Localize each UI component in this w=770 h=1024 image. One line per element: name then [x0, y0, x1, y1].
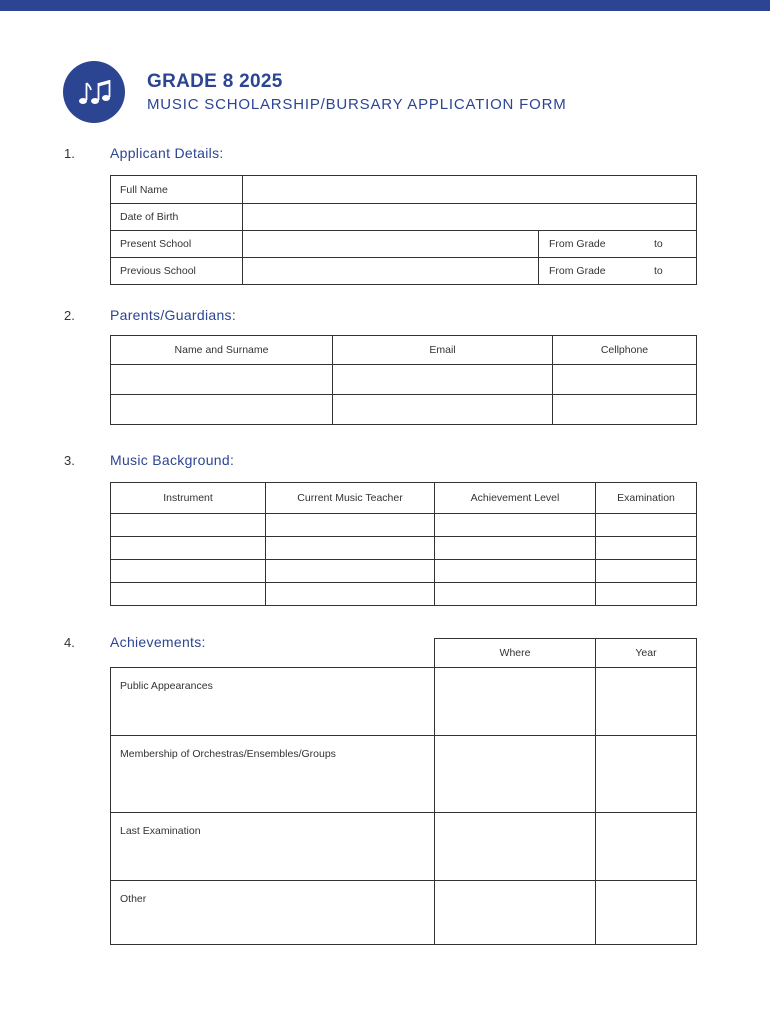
instrument-field[interactable] — [111, 514, 266, 537]
dob-field[interactable] — [243, 204, 697, 231]
previous-grade-range[interactable] — [539, 258, 697, 285]
music-notes-icon — [76, 77, 112, 107]
form-subtitle: MUSIC SCHOLARSHIP/BURSARY APPLICATION FORM — [147, 96, 567, 113]
present-school-label: Present School — [111, 231, 243, 258]
col-header-where: Where — [435, 639, 596, 668]
where-field[interactable] — [435, 813, 596, 881]
achievement-label-membership: Membership of Orchestras/Ensembles/Groups — [111, 736, 435, 813]
dob-label: Date of Birth — [111, 204, 243, 231]
where-field[interactable] — [435, 881, 596, 945]
achievement-label-public: Public Appearances — [111, 668, 435, 736]
previous-school-label: Previous School — [111, 258, 243, 285]
top-accent-bar — [0, 0, 770, 11]
section-title-applicant: Applicant Details: — [110, 145, 224, 161]
applicant-details-table — [110, 175, 697, 285]
parent-name-field[interactable] — [111, 395, 333, 425]
examination-field[interactable] — [596, 537, 697, 560]
section-number-2: 2. — [64, 308, 75, 323]
parent-name-field[interactable] — [111, 365, 333, 395]
table-row — [111, 395, 697, 425]
table-row — [111, 560, 697, 583]
to-label: to — [654, 265, 663, 277]
table-row — [111, 365, 697, 395]
to-label: to — [654, 238, 663, 250]
parent-email-field[interactable] — [333, 395, 553, 425]
full-name-field[interactable] — [243, 176, 697, 204]
section-title-music: Music Background: — [110, 452, 235, 468]
table-row — [111, 583, 697, 606]
where-field[interactable] — [435, 668, 596, 736]
year-field[interactable] — [596, 881, 697, 945]
year-field[interactable] — [596, 668, 697, 736]
instrument-field[interactable] — [111, 583, 266, 606]
section-title-parents: Parents/Guardians: — [110, 307, 237, 323]
col-header-instrument: Instrument — [111, 483, 266, 514]
table-row — [111, 668, 697, 736]
teacher-field[interactable] — [266, 560, 435, 583]
section-number-4: 4. — [64, 635, 75, 650]
teacher-field[interactable] — [266, 514, 435, 537]
examination-field[interactable] — [596, 583, 697, 606]
level-field[interactable] — [435, 560, 596, 583]
examination-field[interactable] — [596, 514, 697, 537]
table-row — [111, 881, 697, 945]
parent-cellphone-field[interactable] — [553, 395, 697, 425]
col-header-level: Achievement Level — [435, 483, 596, 514]
full-name-label: Full Name — [111, 176, 243, 204]
level-field[interactable] — [435, 583, 596, 606]
teacher-field[interactable] — [266, 537, 435, 560]
logo — [63, 61, 125, 123]
teacher-field[interactable] — [266, 583, 435, 606]
achievements-table — [110, 638, 697, 945]
present-grade-range[interactable] — [539, 231, 697, 258]
from-grade-label: From Grade — [549, 265, 606, 277]
section-title-achievements: Achievements: — [110, 634, 206, 650]
col-header-email: Email — [333, 336, 553, 365]
section-number-3: 3. — [64, 453, 75, 468]
parent-cellphone-field[interactable] — [553, 365, 697, 395]
table-row — [111, 813, 697, 881]
instrument-field[interactable] — [111, 537, 266, 560]
col-header-cellphone: Cellphone — [553, 336, 697, 365]
level-field[interactable] — [435, 537, 596, 560]
present-school-field[interactable] — [243, 231, 539, 258]
parent-email-field[interactable] — [333, 365, 553, 395]
year-field[interactable] — [596, 813, 697, 881]
col-header-examination: Examination — [596, 483, 697, 514]
table-row — [111, 537, 697, 560]
achievement-label-last-exam: Last Examination — [111, 813, 435, 881]
col-header-teacher: Current Music Teacher — [266, 483, 435, 514]
col-header-name: Name and Surname — [111, 336, 333, 365]
music-background-table — [110, 482, 697, 606]
form-title: GRADE 8 2025 — [147, 71, 283, 92]
from-grade-label: From Grade — [549, 238, 606, 250]
year-field[interactable] — [596, 736, 697, 813]
previous-school-field[interactable] — [243, 258, 539, 285]
achievement-label-other: Other — [111, 881, 435, 945]
section-number-1: 1. — [64, 146, 75, 161]
instrument-field[interactable] — [111, 560, 266, 583]
table-row — [111, 514, 697, 537]
level-field[interactable] — [435, 514, 596, 537]
examination-field[interactable] — [596, 560, 697, 583]
table-row — [111, 736, 697, 813]
parents-table — [110, 335, 697, 425]
col-header-year: Year — [596, 639, 697, 668]
where-field[interactable] — [435, 736, 596, 813]
